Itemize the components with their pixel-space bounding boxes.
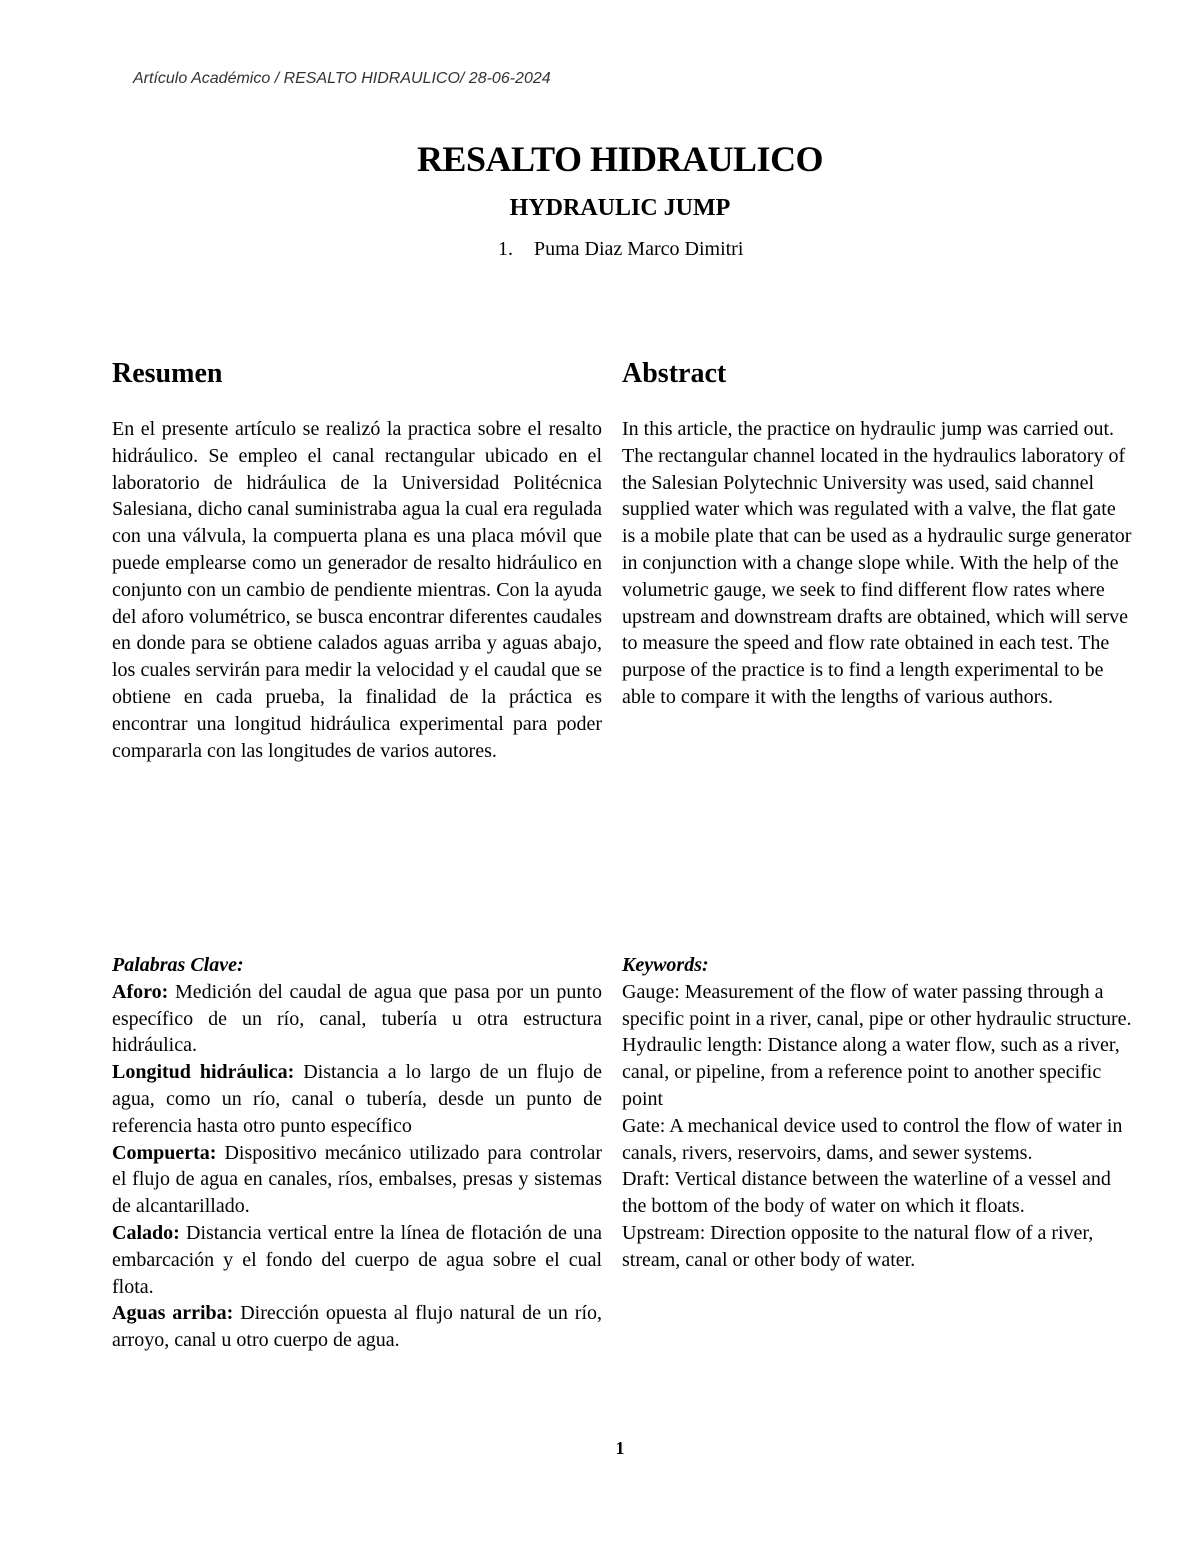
author-name: Puma Diaz Marco Dimitri (534, 238, 744, 260)
keyword-term: Compuerta: (112, 1141, 217, 1164)
keyword-definition: Dirección opuesta al flujo natural de un río, arroyo, canal u otro cuerpo de agua. (112, 1302, 602, 1352)
keyword-entry-en: Draft: Vertical distance between the waterline of a vessel and the bottom of the body of water on which it floats. (622, 1168, 1111, 1218)
keyword-term: Aforo: (112, 980, 169, 1003)
palabras-clave-heading: Palabras Clave: (112, 954, 244, 976)
keyword-term: Aguas arriba: (112, 1302, 234, 1325)
resumen-text: En el presente artículo se realizó la practica sobre el resalto hidráulico. Se empleo el canal rectangular ubicado en el laboratorio de hidráulica de la Universidad Politécnica Salesiana, dicho canal suministraba agua la cual era regulada con una válvula, la compuerta plana es una placa móvil que puede emplearse como un generador de resalto hidráulico en conjunto con un cambio de pendiente mientras. Con la ayuda del aforo volumétrico, se busca encontrar diferentes caudales en donde para se obtiene calados aguas arriba y aguas abajo, los cuales servirán para medir la velocidad y el caudal que se obtiene en cada prueba, la finalidad de la práctica es encontrar una longitud hidráulica experimental para poder compararla con las longitudes de varios autores. (112, 418, 602, 762)
paper-title: RESALTO HIDRAULICO (416, 139, 824, 179)
palabras-clave-section (112, 952, 602, 1354)
keyword-entry-es (112, 1059, 602, 1139)
keyword-entry-es (112, 1220, 602, 1300)
author-line (498, 238, 743, 261)
keyword-definition: Distancia vertical entre la línea de flotación de una embarcación y el fondo del cuerpo de agua sobre el cual flota. (112, 1221, 603, 1298)
abstract-heading: Abstract (622, 358, 727, 389)
page-number: 1 (615, 1438, 625, 1458)
resumen-heading: Resumen (112, 358, 223, 389)
keywords-section (622, 952, 1134, 1274)
keyword-definition: Dispositivo mecánico utilizado para controlar el flujo de agua en canales, ríos, embalses, presas y sistemas de alcantarillado. (112, 1141, 602, 1218)
keyword-term: Calado: (112, 1221, 180, 1244)
author-number: 1. (498, 238, 513, 260)
keyword-entry-en: Hydraulic length: Distance along a water flow, such as a river, canal, or pipeline, from a reference point to another specific point (622, 1034, 1120, 1110)
resumen-section (112, 360, 602, 764)
running-header: Artículo Académico / RESALTO HIDRAULICO/ 28-06-2024 (133, 70, 551, 87)
keyword-entry-es (112, 979, 602, 1059)
keyword-definition: Medición del caudal de agua que pasa por un punto específico de un río, canal, tubería u otra estructura hidráulica. (112, 980, 602, 1057)
keyword-entry-en: Gauge: Measurement of the flow of water passing through a specific point in a river, canal, pipe or other hydraulic structure. (622, 980, 1132, 1030)
keyword-entry-en: Gate: A mechanical device used to control the flow of water in canals, rivers, reservoirs, dams, and sewer systems. (622, 1114, 1123, 1164)
keyword-entry-es (112, 1140, 602, 1220)
keyword-term: Longitud hidráulica: (112, 1061, 295, 1084)
abstract-text: In this article, the practice on hydraulic jump was carried out. The rectangular channel located in the hydraulics laboratory of the Salesian Polytechnic University was used, said channel supplied water which was regulated with a valve, the flat gate is a mobile plate that can be used as a hydraulic surge generator in conjunction with a change slope while. With the help of the volumetric gauge, we seek to find different flow rates where upstream and downstream drafts are obtained, which will serve to measure the speed and flow rate obtained in each test. The purpose of the practice is to find a length experimental to be able to compare it with the lengths of various authors. (622, 418, 1132, 708)
keyword-definition: Distancia a lo largo de un flujo de agua, como un río, canal o tubería, desde un punto de referencia hasta otro punto específico (112, 1061, 602, 1137)
keyword-entry-es (112, 1300, 602, 1354)
keyword-entry-en: Upstream: Direction opposite to the natural flow of a river, stream, canal or other body of water. (622, 1221, 1094, 1271)
abstract-section (622, 360, 1134, 711)
paper-subtitle: HYDRAULIC JUMP (509, 195, 731, 221)
keywords-heading: Keywords: (622, 954, 709, 976)
